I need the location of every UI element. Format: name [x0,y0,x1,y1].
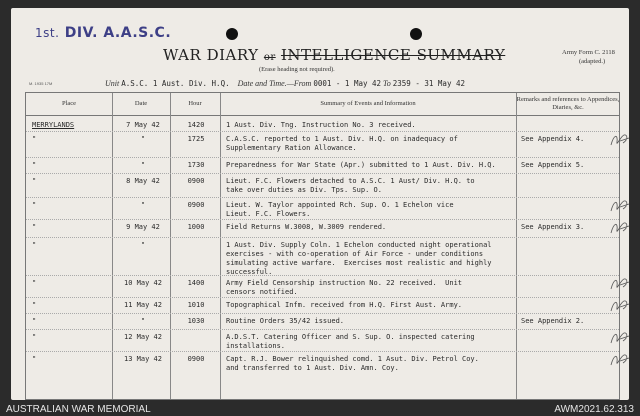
initials-signature-icon [609,330,631,346]
footer-institution: AUSTRALIAN WAR MEMORIAL [6,404,151,415]
title-main: WAR DIARY [163,46,259,64]
cell-hour: 0900 [187,355,205,363]
unit-line [105,79,465,88]
datetime-label: Date and Time.—From [237,79,312,88]
cell-summary: Routine Orders 35/42 issued. [226,317,345,325]
row-divider [26,173,619,174]
cell-remarks: See Appendix 4. [521,135,585,143]
footer-accession-number: AWM2021.62.313 [554,404,634,415]
cell-summary: Capt. R.J. Bower relinquished comd. 1 Asut. Div. Petrol Coy. and transferred to 1 Aust. Div. Amn. Coy. [226,355,479,372]
cell-remarks: See Appendix 3. [521,223,585,231]
cell-hour: 1400 [187,279,205,287]
cell-place: " [32,201,37,209]
initials-signature-icon [609,298,631,314]
column-header-date: Date [134,100,148,107]
cell-place: " [32,279,37,287]
cell-summary: Field Returns W.3008, W.3009 rendered. [226,223,387,231]
cell-summary: Lieut. F.C. Flowers detached to A.S.C. 1 Aust/ Div. H.Q. to take over duties as Div. Tps. Sup. O. [226,177,475,194]
initials-signature-icon [609,132,631,148]
cell-place: " [32,177,37,185]
column-header-hour: Hour [188,100,202,107]
army-form-label [562,48,615,66]
cell-remarks: See Appendix 2. [521,317,585,325]
column-header-summary: Summary of Events and Information [320,100,416,107]
erase-note: (Erase heading not required). [259,66,335,73]
cell-place: " [32,161,37,169]
unit-label: Unit [105,79,120,88]
war-diary-page [11,8,629,400]
cell-place: " [32,223,37,231]
cell-summary: Army Field Censorship instruction No. 22 received. Unit censors notified. [226,279,463,296]
cell-hour: 0900 [187,177,205,185]
cell-place: MERRYLANDS [32,121,75,129]
cell-summary: 1 Aust. Div. Tng. Instruction No. 3 received. [226,121,416,129]
cell-summary: 1 Aust. Div. Supply Coln. 1 Echelon conducted night operational exercises - with co-operation of Air Force - under conditions simulating active warfare. Exercises most realistic and highly successful. [226,241,492,276]
cell-summary: A.D.S.T. Catering Officer and S. Sup. O. inspected catering installations. [226,333,475,350]
stamp-unit: DIV. A.A.S.C. [64,25,172,41]
printer-note: M. 1935 17M [29,81,53,86]
cell-date: " [140,317,146,325]
initials-signature-icon [609,276,631,292]
unit-value: A.S.C. 1 Aust. Div. H.Q. [121,79,230,88]
row-divider [26,297,619,298]
row-divider [26,351,619,352]
row-divider [26,157,619,158]
cell-summary: Topographical Infm. received from H.Q. First Aust. Army. [226,301,463,309]
cell-date: " [140,201,146,209]
title-struck: INTELLIGENCE SUMMARY [280,46,506,64]
row-divider [26,131,619,132]
cell-hour: 1030 [187,317,205,325]
to-value: 2359 - 31 May 42 [392,79,466,88]
column-divider [170,93,171,399]
to-label: To [383,79,391,88]
army-form-number: Army Form C. 2118 [562,49,615,56]
initials-signature-icon [609,198,631,214]
cell-hour: 0900 [187,201,205,209]
cell-hour: 1725 [187,135,205,143]
header-divider [26,115,619,116]
punch-hole [226,28,238,40]
cell-date: 9 May 42 [126,223,160,231]
row-divider [26,329,619,330]
row-divider [26,197,619,198]
cell-date: " [140,135,146,143]
cell-date: " [140,161,146,169]
row-divider [26,219,619,220]
cell-date: 11 May 42 [124,301,162,309]
punch-hole [410,28,422,40]
cell-date: 8 May 42 [126,177,160,185]
from-value: 0001 - 1 May 42 [313,79,382,88]
cell-date: 12 May 42 [124,333,162,341]
initials-signature-icon [609,352,631,368]
cell-hour: 1420 [187,121,205,129]
cell-place: " [32,317,37,325]
cell-date: 13 May 42 [124,355,162,363]
column-header-remarks: Remarks and references to Appendices, Diaries, &c. [516,96,620,111]
initials-signature-icon [609,220,631,236]
stamp-prefix: 1st. [35,26,60,40]
cell-hour: 1000 [187,223,205,231]
diary-table [25,92,620,400]
column-header-place: Place [61,100,77,107]
column-divider [112,93,113,399]
cell-place: " [32,301,37,309]
cell-date: 10 May 42 [124,279,162,287]
column-divider [220,93,221,399]
cell-summary: C.A.S.C. reported to 1 Aust. Div. H.Q. on inadequacy of Supplementary Ration Allowance. [226,135,458,152]
cell-summary: Preparedness for War State (Apr.) submitted to 1 Aust. Div. H.Q. [226,161,496,169]
cell-place: " [32,241,37,249]
cell-place: " [32,355,37,363]
form-title [163,46,505,64]
cell-hour: 1730 [187,161,205,169]
unit-stamp [35,25,171,41]
cell-place: " [32,135,37,143]
title-or: or [263,52,276,63]
cell-remarks: See Appendix 5. [521,161,585,169]
cell-place: " [32,333,37,341]
army-form-adapted: (adapted.) [579,58,606,65]
cell-date: " [140,241,146,249]
cell-hour: 1010 [187,301,205,309]
cell-summary: Lieut. W. Taylor appointed Rch. Sup. O. 1 Echelon vice Lieut. F.C. Flowers. [226,201,454,218]
row-divider [26,237,619,238]
row-divider [26,313,619,314]
row-divider [26,275,619,276]
cell-date: 7 May 42 [126,121,160,129]
